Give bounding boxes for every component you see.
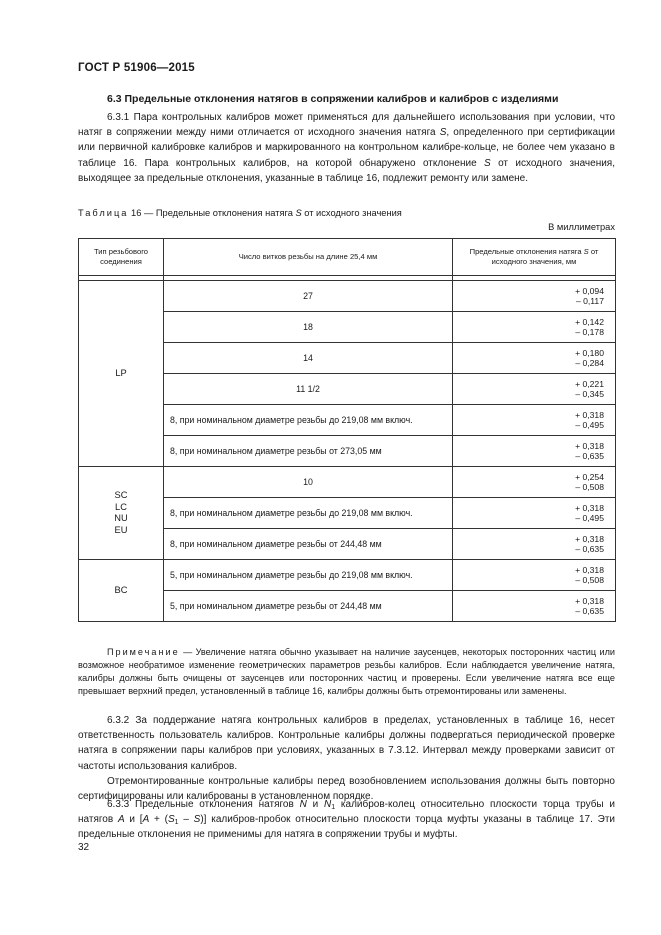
lower-deviation: – 0,345 xyxy=(575,389,604,399)
lower-deviation: – 0,495 xyxy=(575,513,604,523)
upper-deviation: + 0,318 xyxy=(575,595,604,606)
deviation-cell xyxy=(453,436,616,467)
document-code: ГОСТ Р 51906—2015 xyxy=(78,62,195,74)
lower-deviation: – 0,284 xyxy=(575,358,604,368)
lower-deviation: – 0,635 xyxy=(575,606,604,616)
deviation-cell xyxy=(453,405,616,436)
lower-deviation: – 0,508 xyxy=(575,482,604,492)
table-row xyxy=(79,281,616,312)
threads-cell: 10 xyxy=(164,467,453,498)
clause-number: 6.3.2 xyxy=(107,715,130,726)
deviation-cell xyxy=(453,374,616,405)
paragraph-6-3-2: 6.3.2 За поддержание натяга контрольных калибров в пределах, установленных в таблице 16, несет ответственность пользователь калибров. Контрольные калибры должны подвергаться периодической проверке натяга в сопряжении пары калибров при условиях, указанных в 7.3.12. Интервал между проверками зависит от частоты использования калибров. Отремонтированные контрольные калибры перед возобновлением использования должны быть повторно сертифицированы или калиброваны в установленном порядке. xyxy=(78,715,615,803)
deviation-cell xyxy=(453,591,616,622)
lower-deviation: – 0,117 xyxy=(575,296,604,306)
threads-cell: 11 1/2 xyxy=(164,374,453,405)
deviation-cell xyxy=(453,560,616,591)
threads-cell: 27 xyxy=(164,281,453,312)
upper-deviation: + 0,094 xyxy=(575,285,604,296)
table-caption: Таблица 16 — Предельные отклонения натяга S от исходного значения xyxy=(78,208,402,218)
upper-deviation: + 0,318 xyxy=(575,533,604,544)
upper-deviation: + 0,318 xyxy=(575,502,604,513)
threads-cell: 5, при номинальном диаметре резьбы до 219,08 мм включ. xyxy=(164,560,453,591)
threads-cell: 8, при номинальном диаметре резьбы до 219,08 мм включ. xyxy=(164,405,453,436)
deviation-cell xyxy=(453,343,616,374)
header-threads: Число витков резьбы на длине 25,4 мм xyxy=(164,239,453,276)
deviation-cell xyxy=(453,498,616,529)
upper-deviation: + 0,180 xyxy=(575,347,604,358)
threads-cell: 14 xyxy=(164,343,453,374)
table-row xyxy=(79,560,616,591)
lower-deviation: – 0,178 xyxy=(575,327,604,337)
tolerance-table xyxy=(78,238,616,622)
lower-deviation: – 0,635 xyxy=(575,451,604,461)
threads-cell: 5, при номинальном диаметре резьбы от 244,48 мм xyxy=(164,591,453,622)
header-type: Тип резьбового соединения xyxy=(79,239,164,276)
table-note: Примечание — Увеличение натяга обычно указывает на наличие заусенцев, некоторых посторонних частиц или возможное необратимое изменение геометрических параметров резьбы калибров. Если наблюдается увеличение натяга, калибры должны быть очищены от заусенцев или посторонних частиц и проверены. Если увеличение натяга все еще превышает верхний предел, установленный в таблице 16, калибры должны быть отремонтированы или заменены. xyxy=(78,647,615,696)
lower-deviation: – 0,508 xyxy=(575,575,604,585)
table-units: В миллиметрах xyxy=(548,222,615,232)
deviation-cell xyxy=(453,312,616,343)
deviation-cell xyxy=(453,529,616,560)
upper-deviation: + 0,254 xyxy=(575,471,604,482)
threads-cell: 18 xyxy=(164,312,453,343)
lower-deviation: – 0,635 xyxy=(575,544,604,554)
connection-type-cell: SC LC NU EU xyxy=(79,467,164,560)
clause-number: 6.3.3 xyxy=(107,799,130,810)
note-label: Примечание xyxy=(107,647,180,657)
threads-cell: 8, при номинальном диаметре резьбы от 244,48 мм xyxy=(164,529,453,560)
upper-deviation: + 0,221 xyxy=(575,378,604,389)
section-heading: 6.3 Предельные отклонения натягов в сопряжении калибров и калибров с изделиями xyxy=(107,93,559,105)
upper-deviation: + 0,318 xyxy=(575,440,604,451)
clause-number: 6.3.1 xyxy=(107,112,130,123)
deviation-cell xyxy=(453,467,616,498)
paragraph-6-3-3: 6.3.3 Предельные отклонения натягов N и $N_1$ калибров-колец относительно плоскости торца трубы и натягов A и $[A + (S_1 - S)]$ калибров-пробок относительно плоскости торца муфты указаны в таблице 17. Эти предельные отклонения не применимы для натяга в сопряжении трубы и муфты. xyxy=(78,799,615,841)
upper-deviation: + 0,318 xyxy=(575,564,604,575)
threads-cell: 8, при номинальном диаметре резьбы до 219,08 мм включ. xyxy=(164,498,453,529)
page-number: 32 xyxy=(78,842,90,853)
paragraph-6-3-1: 6.3.1 Пара контрольных калибров может применяться для дальнейшего использования при условии, что натяг в сопряжении между ними отличается от исходного значения натяга S, определенного при сертификации или первичной калибровке калибров и маркированного на контрольном калибре-кольце, не более чем указано в таблице 16. Пара контрольных калибров, на которой обнаружено отклонение S от исходного значения, выходящее за предельные отклонения, указанные в таблице 16, подлежит ремонту или замене. xyxy=(78,112,615,184)
connection-type-cell: BC xyxy=(79,560,164,622)
lower-deviation: – 0,495 xyxy=(575,420,604,430)
deviation-cell xyxy=(453,281,616,312)
header-deviation: Предельные отклонения натяга S от исходного значения, мм xyxy=(453,239,616,276)
connection-type-cell: LP xyxy=(79,281,164,467)
upper-deviation: + 0,142 xyxy=(575,316,604,327)
table-row xyxy=(79,467,616,498)
threads-cell: 8, при номинальном диаметре резьбы от 273,05 мм xyxy=(164,436,453,467)
upper-deviation: + 0,318 xyxy=(575,409,604,420)
